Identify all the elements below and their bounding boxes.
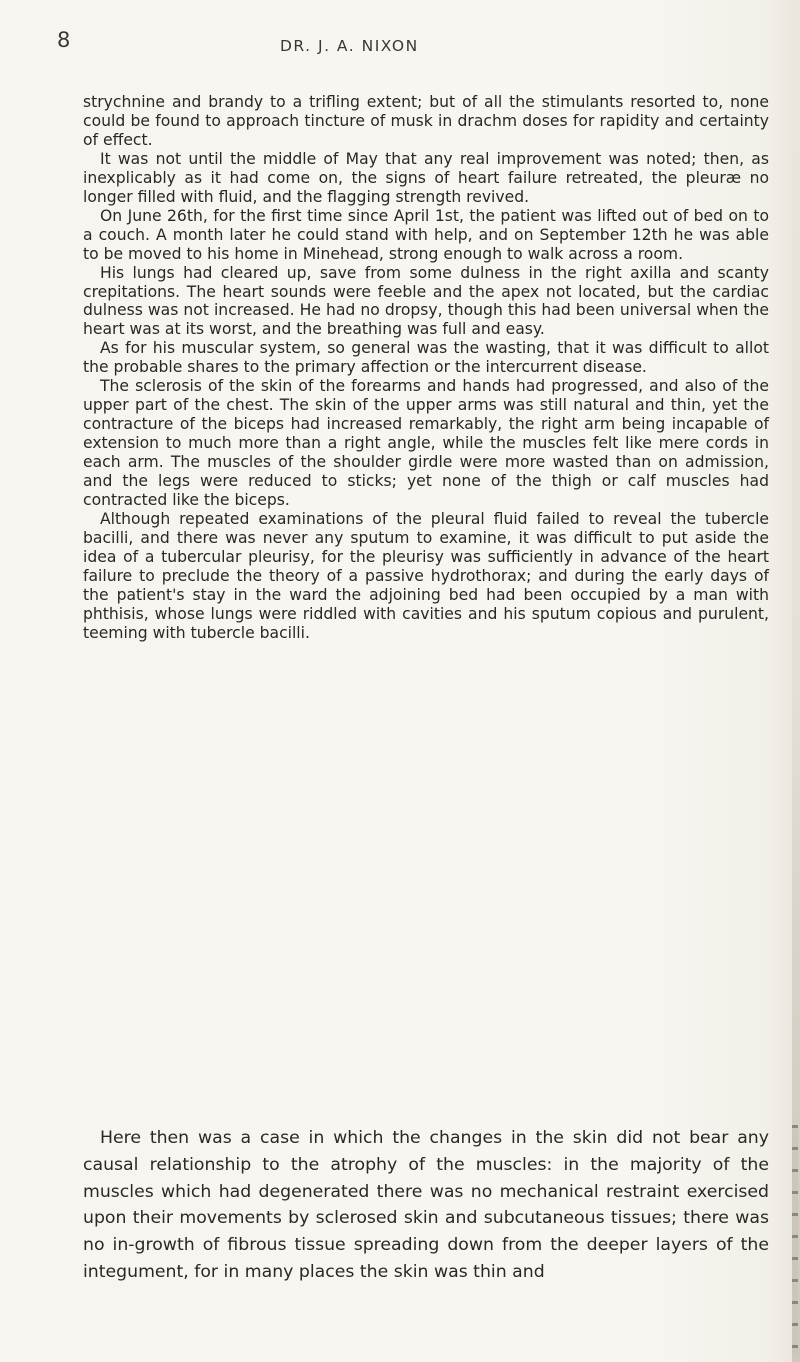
page-edge-marks (792, 1125, 798, 1355)
large-print-section (83, 1125, 769, 1286)
paragraph-8: Here then was a case in which the changes in the skin did not bear any causal relationship to the atrophy of the muscles: in the majority of the muscles which had degenerated there was no mechanical restraint exercised upon their movements by sclerosed skin and subcutaneous tissues; there was no in-growth of fibrous tissue spreading down from the deeper layers of the integument, for in many places the skin was thin and (83, 1128, 769, 1282)
page-number: 8 (57, 28, 71, 52)
paragraph-5: As for his muscular system, so general was the wasting, that it was difficult to allot the probable shares to the primary affection or the intercurrent disease. (83, 339, 769, 377)
paragraph-2: It was not until the middle of May that any real improvement was noted; then, as inexplicably as it had come on, the signs of heart failure retreated, the pleuræ no longer filled with fluid, and the flagging strength revived. (83, 149, 769, 206)
paragraph-6: The sclerosis of the skin of the forearms and hands had progressed, and also of the upper part of the chest. The skin of the upper arms was still natural and thin, yet the contracture of the biceps had increased remarkably, the right arm being incapable of extension to much more than a right angle, while the muscles felt like mere cords in each arm. The muscles of the shoulder girdle were more wasted than on admission, and the legs were reduced to sticks; yet none of the thigh or calf muscles had contracted like the biceps. (83, 377, 769, 510)
paragraph-7: Although repeated examinations of the pleural fluid failed to reveal the tubercle bacilli, and there was never any sputum to examine, it was difficult to put aside the idea of a tubercular pleurisy, for the pleurisy was sufficiently in advance of the heart failure to preclude the theory of a passive hydrothorax; and during the early days of the patient's stay in the ward the adjoining bed had been occupied by a man with phthisis, whose lungs were riddled with cavities and his sputum copious and purulent, teeming with tubercle bacilli. (83, 509, 769, 642)
running-head: DR. J. A. NIXON (280, 37, 419, 55)
small-print-section (83, 93, 769, 643)
paragraph-4: His lungs had cleared up, save from some dulness in the right axilla and scanty crepitations. The heart sounds were feeble and the apex not located, but the cardiac dulness was not increased. He had no dropsy, though this had been universal when the heart was at its worst, and the breathing was full and easy. (83, 263, 769, 339)
paragraph-1: strychnine and brandy to a trifling extent; but of all the stimulants resorted to, none could be found to approach tincture of musk in drachm doses for rapidity and certainty of effect. (83, 93, 769, 149)
paragraph-3: On June 26th, for the first time since April 1st, the patient was lifted out of bed on to a couch. A month later he could stand with help, and on September 12th he was able to be moved to his home in Minehead, strong enough to walk across a room. (83, 206, 769, 263)
